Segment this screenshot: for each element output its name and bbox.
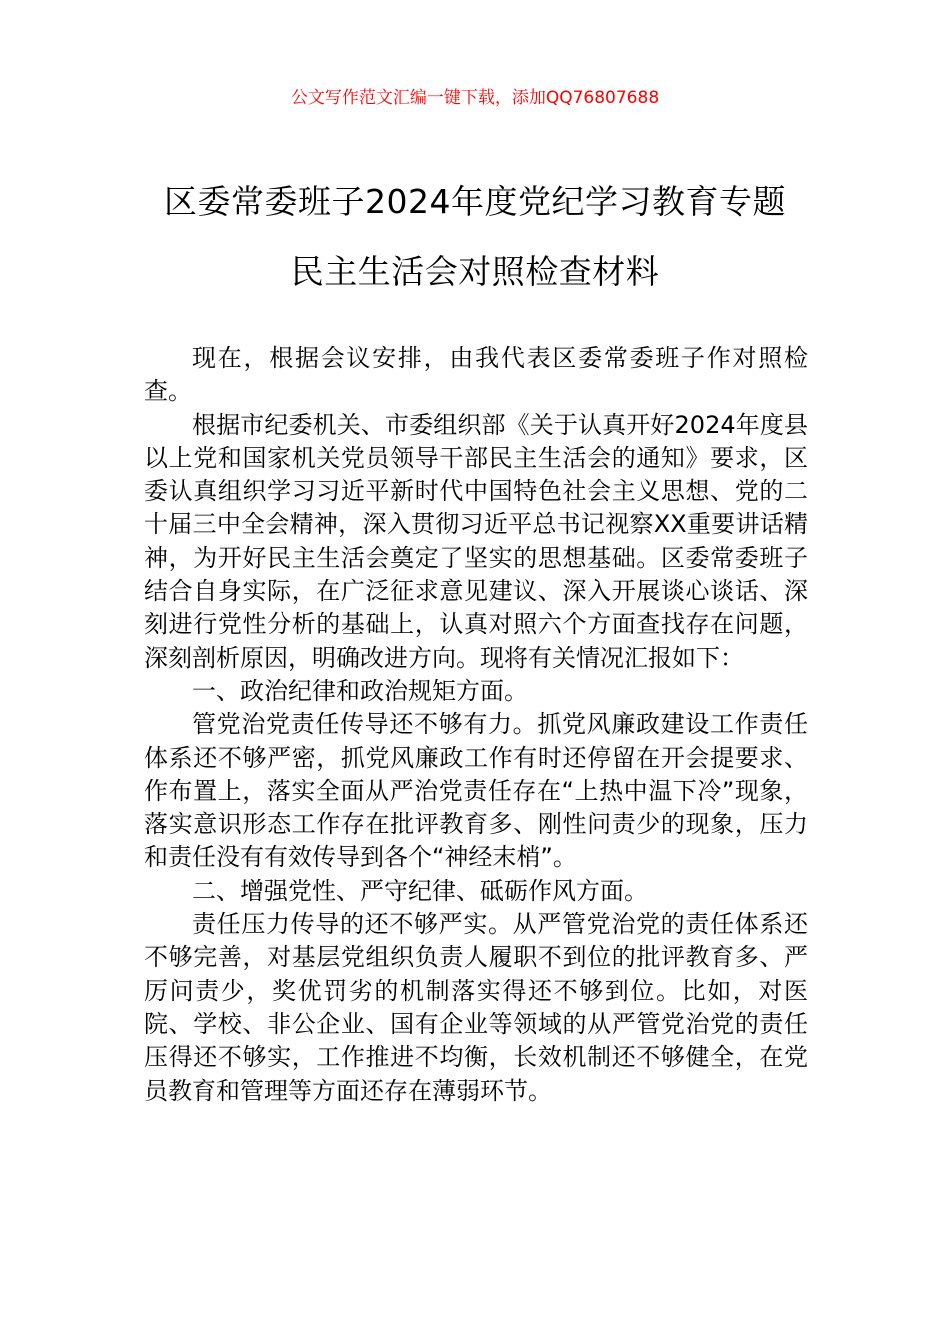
paragraph-intro: 现在，根据会议安排，由我代表区委常委班子作对照检查。 (144, 344, 808, 406)
section-heading-2: 二、增强党性、严守纪律、砥砺作风方面。 (192, 876, 648, 905)
paragraph-section-1: 管党治党责任传导还不够有力。抓党风廉政建设工作责任体系还不够严密，抓党风廉政工作有时还停留在开会提要求、作布置上，落实全面从严治党责任存在“上热中温下冷”现象，落实意识形态工作存在批评教育多、刚性问责少的现象，压力和责任没有有效传导到各个“神经末梢”。 (144, 710, 808, 872)
paragraph-section-2: 责任压力传导的还不够严实。从严管党治党的责任体系还不够完善，对基层党组织负责人履职不到位的批评教育多、严厉问责少，奖优罚劣的机制落实得还不够到位。比如，对医院、学校、非公企业、国有企业等领域的从严管党治党的责任压得还不够实，工作推进不均衡，长效机制还不够健全，在党员教育和管理等方面还存在薄弱环节。 (144, 910, 808, 1105)
document-body (144, 342, 808, 1108)
section-heading-1: 一、政治纪律和政治规矩方面。 (192, 676, 528, 705)
download-note: 公文写作范文汇编一键下载，添加QQ76807688 (290, 88, 660, 108)
paragraph-background: 根据市纪委机关、市委组织部《关于认真开好2024年度县以上党和国家机关党员领导干部民主生活会的通知》要求，区委认真组织学习习近平新时代中国特色社会主义思想、党的二十届三中全会精神，深入贯彻习近平总书记视察XX重要讲话精神，为开好民主生活会奠定了坚实的思想基础。区委常委班子结合自身实际，在广泛征求意见建议、深入开展谈心谈话、深刻进行党性分析的基础上，认真对照六个方面查找存在问题，深刻剖析原因，明确改进方向。现将有关情况汇报如下： (144, 410, 808, 672)
document-title-line-2: 民主生活会对照检查材料 (290, 252, 660, 291)
document-title-line-1: 区委常委班子2024年度党纪学习教育专题 (164, 182, 786, 221)
